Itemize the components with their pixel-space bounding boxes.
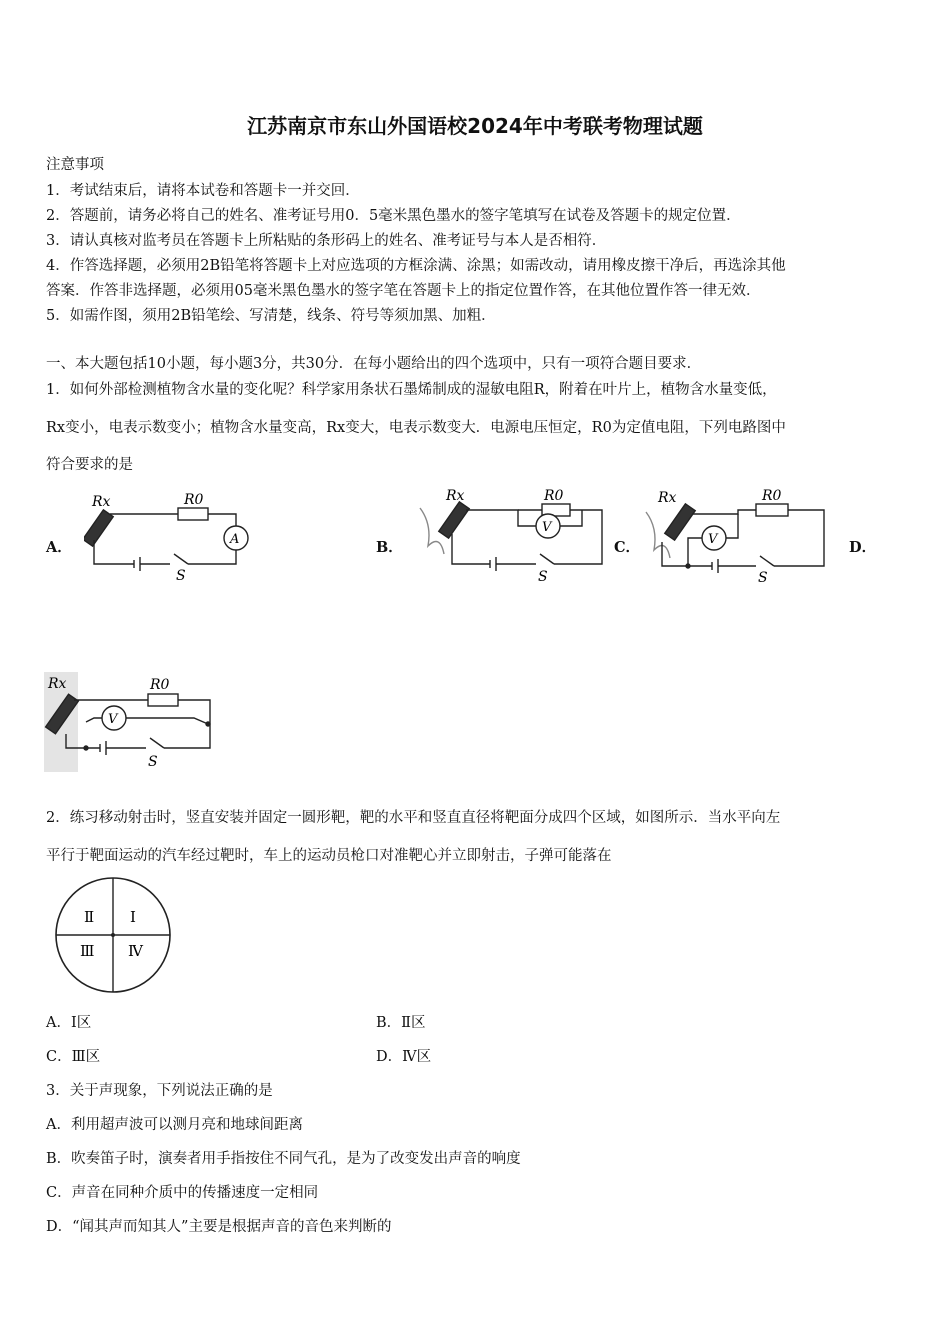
notice-item: 5．如需作图，须用2B铅笔绘、写清楚，线条、符号等须加黑、加粗． <box>46 308 496 324</box>
region-i-label: Ⅰ <box>130 908 136 926</box>
voltmeter-label: V <box>108 712 118 727</box>
q2-option-b: B．Ⅱ区 <box>376 1015 426 1031</box>
page-title: 江苏南京市东山外国语校2024年中考联考物理试题 <box>247 114 703 138</box>
q2-stem-line: 平行于靶面运动的汽车经过靶时，车上的运动员枪口对准靶心并立即射击，子弹可能落在 <box>46 848 612 864</box>
notice-heading: 注意事项 <box>46 157 104 173</box>
q1-option-a-label: A． <box>46 539 72 556</box>
q1-stem-line: 1．如何外部检测植物含水量的变化呢？科学家用条状石墨烯制成的湿敏电阻R，附着在叶片上，植物含水量变低， <box>46 382 777 398</box>
r0-label: R0 <box>762 488 782 504</box>
region-iv-label: Ⅳ <box>128 942 143 960</box>
q3-option-b: B．吹奏笛子时，演奏者用手指按住不同气孔，是为了改变发出声音的响度 <box>46 1151 521 1167</box>
q1-stem-line: 符合要求的是 <box>46 457 133 473</box>
r0-label: R0 <box>184 492 204 508</box>
switch-label: S <box>538 569 548 584</box>
q2-option-d: D．Ⅳ区 <box>376 1049 432 1065</box>
q1-option-d-label: D． <box>849 539 877 556</box>
circuit-diagram-d <box>44 672 216 774</box>
rx-label: Rx <box>92 494 111 510</box>
r0-label: R0 <box>544 488 564 504</box>
notice-item: 答案．作答非选择题，必须用05毫米黑色墨水的签字笔在答题卡上的指定位置作答，在其他位置作答一律无效． <box>46 283 761 299</box>
q1-stem-line: Rx变小，电表示数变小；植物含水量变高，Rx变大，电表示数变大．电源电压恒定，R0为定值电阻，下列电路图中 <box>46 420 786 436</box>
notice-item: 3．请认真核对监考员在答题卡上所粘贴的条形码上的姓名、准考证号与本人是否相符． <box>46 233 607 249</box>
notice-item: 4．作答选择题，必须用2B铅笔将答题卡上对应选项的方框涂满、涂黑；如需改动，请用橡皮擦干净后，再选涂其他 <box>46 258 786 274</box>
switch-label: S <box>176 568 186 583</box>
circuit-diagram-a <box>84 488 254 583</box>
notice-item: 1．考试结束后，请将本试卷和答题卡一并交回． <box>46 183 360 199</box>
switch-label: S <box>148 754 158 770</box>
circuit-diagram-b <box>414 484 609 584</box>
ammeter-label: A <box>230 532 240 547</box>
rx-label: Rx <box>446 488 465 504</box>
q1-option-c-label: C． <box>614 539 641 556</box>
voltmeter-label: V <box>708 532 718 547</box>
region-ii-label: Ⅱ <box>84 908 95 926</box>
rx-label: Rx <box>658 490 677 506</box>
q2-option-a: A．Ⅰ区 <box>46 1015 92 1031</box>
q2-stem-line: 2．练习移动射击时，竖直安装并固定一圆形靶，靶的水平和竖直直径将靶面分成四个区域，如图所示．当水平向左 <box>46 810 781 826</box>
r0-label: R0 <box>150 677 170 693</box>
target-diagram <box>50 874 178 998</box>
q3-stem: 3．关于声现象，下列说法正确的是 <box>46 1083 273 1099</box>
switch-label: S <box>758 570 768 586</box>
q2-option-c: C．Ⅲ区 <box>46 1049 101 1065</box>
q3-option-c: C．声音在同种介质中的传播速度一定相同 <box>46 1185 319 1201</box>
q3-option-d: D．“闻其声而知其人”主要是根据声音的音色来判断的 <box>46 1219 392 1235</box>
region-iii-label: Ⅲ <box>80 942 95 960</box>
q1-option-b-label: B． <box>376 539 403 556</box>
q3-option-a: A．利用超声波可以测月亮和地球间距离 <box>46 1117 303 1133</box>
notice-item: 2．答题前，请务必将自己的姓名、准考证号用0．5毫米黑色墨水的签字笔填写在试卷及答题卡的规定位置． <box>46 208 741 224</box>
section-heading: 一、本大题包括10小题，每小题3分，共30分．在每小题给出的四个选项中，只有一项符合题目要求． <box>46 356 702 372</box>
circuit-diagram-c <box>644 486 834 586</box>
voltmeter-label: V <box>542 520 552 535</box>
rx-label: Rx <box>48 676 67 692</box>
